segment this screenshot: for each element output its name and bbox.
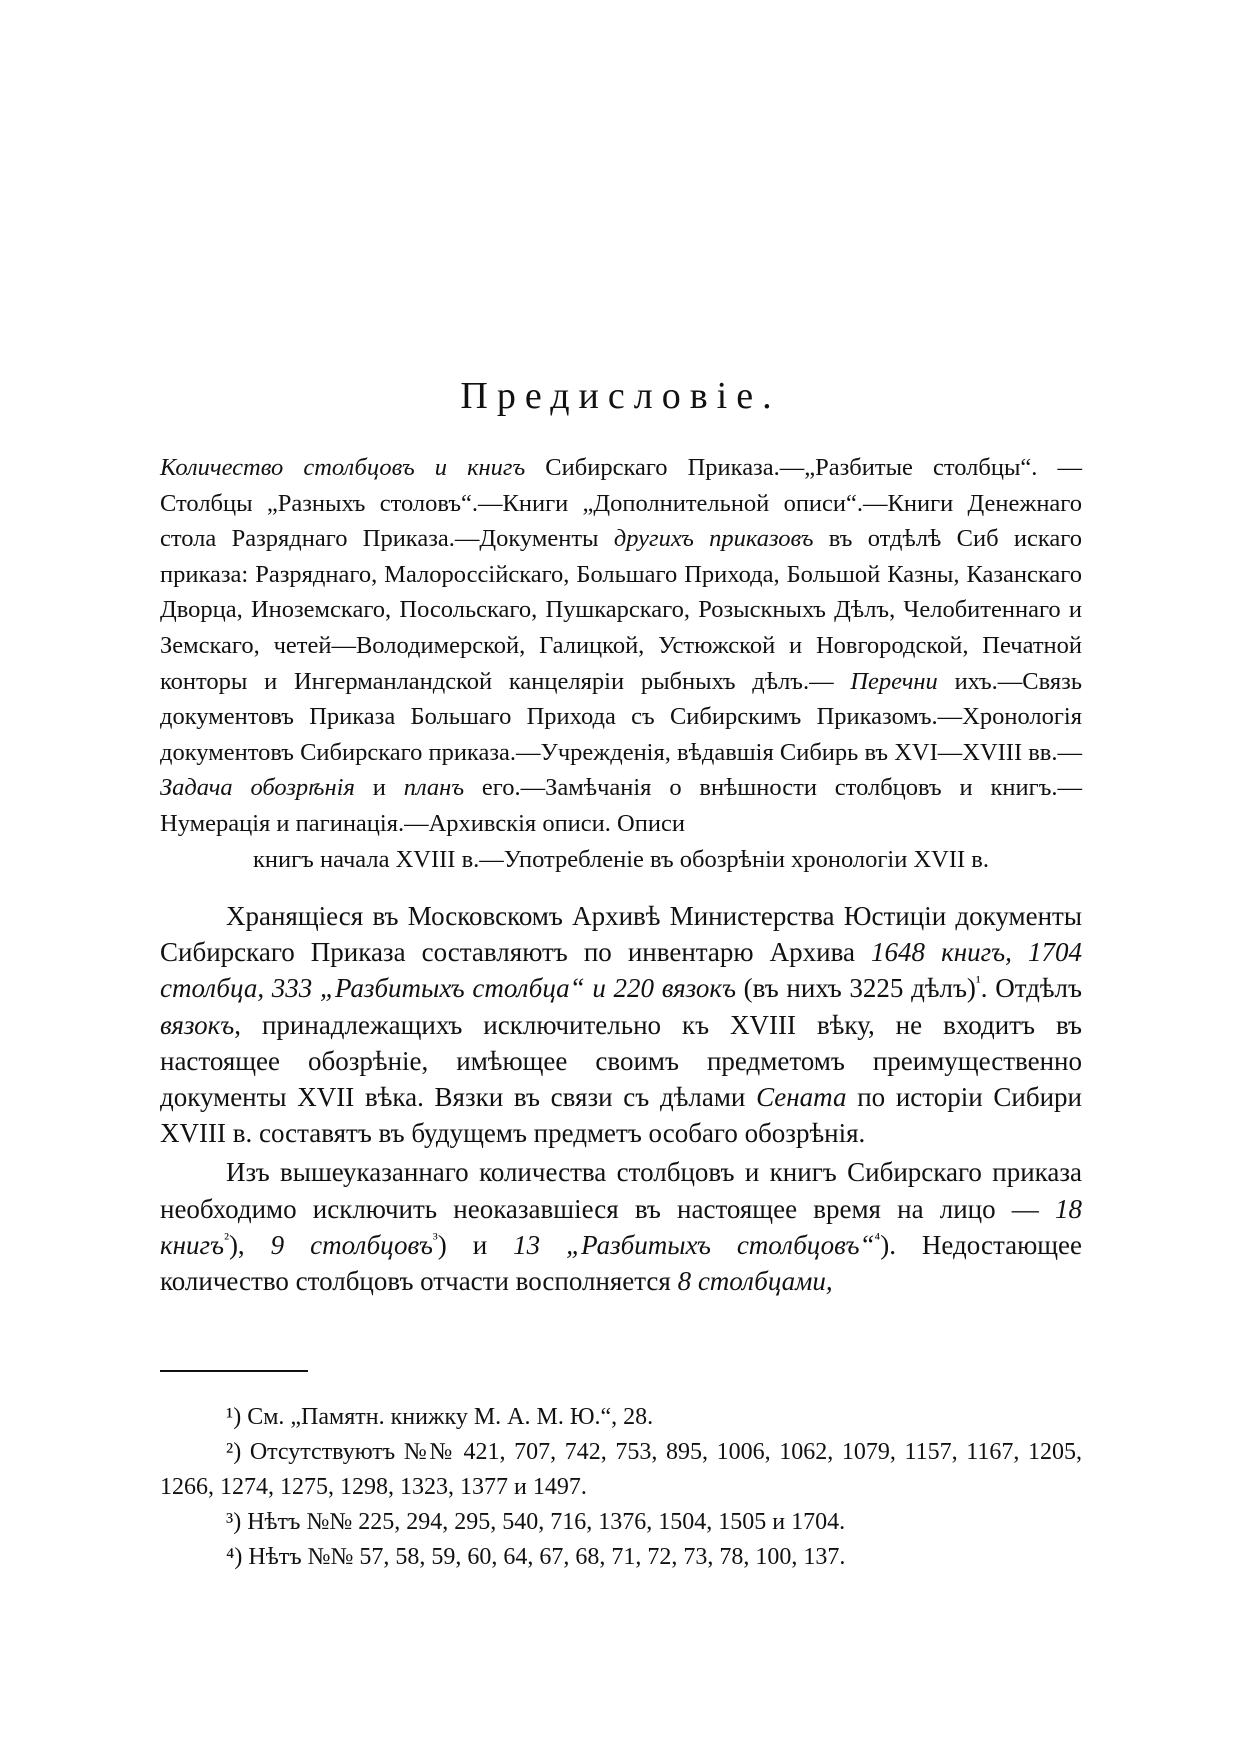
footnote-mark: ²) [226, 1439, 242, 1465]
summary-text: ихъ.—Связь документовъ Приказа Большаго Прихода съ Сибирскимъ Приказомъ.—Хронологія документовъ Сибирскаго приказа.—Учрежденія, вѣдавшія Сибирь въ XVI—XVIII вв.— [160, 667, 1082, 766]
summary-text: въ отдѣлѣ Сиб искаго приказа: Разряднаго, Малороссійскаго, Большаго Прихода, Большой Казны, Казанскаго Дворца, Иноземскаго, Посольскаго, Пушкарскаго, Розыскныхъ Дѣлъ, Челобитеннаго и Земскаго, четей—Володимерской, Галицкой, Устюжской и Новгородской, Печатной конторы и Ингерманландской канцеляріи рыбныхъ дѣлъ.— [160, 525, 1082, 695]
italic-run: 1648 книгъ, 1704 столбца, 333 „Разбитыхъ столбца“ и 220 вязокъ [160, 937, 1082, 1004]
footnote-ref: ¹ [975, 973, 981, 992]
footnote [160, 1505, 1082, 1540]
italic-run: 8 столбцами, [677, 1266, 833, 1297]
italic-run: 9 столбцовъ [270, 1229, 433, 1260]
italic-run: вязокъ [160, 1009, 235, 1040]
footnote [160, 1435, 1082, 1505]
footnote-mark: ⁴) [226, 1544, 243, 1570]
summary-text: его.—Замѣчанія о внѣшности столбцовъ и книгъ.—Нумерація и пагинація.—Архивскія описи. Описи [160, 774, 1082, 837]
summary-italic: Задача обозрѣнія [160, 774, 355, 802]
paragraph [160, 898, 1082, 1151]
summary-text: Сибирскаго Приказа.—„Разбитые столбцы“. — Столбцы „Разныхъ столовъ“.—Книги „Дополнительной описи“.—Книги Денежнаго стола Разряднаго Приказа.—Документы [160, 454, 1082, 553]
footnote-text: Отсутствуютъ №№ 421, 707, 742, 753, 895, 1006, 1062, 1079, 1157, 1167, 1205, 1266, 1274, 1275, 1298, 1323, 1377 и 1497. [160, 1439, 1082, 1500]
footnote-ref: ² [224, 1229, 229, 1248]
footnote-mark: ¹) [226, 1404, 242, 1430]
footnote-text: Нѣтъ №№ 225, 294, 295, 540, 716, 1376, 1504, 1505 и 1704. [241, 1509, 846, 1535]
text-run: ) и [437, 1229, 514, 1260]
footnote-ref: ⁴ [874, 1229, 881, 1248]
paragraph [160, 1154, 1082, 1299]
summary-italic: другихъ приказовъ [613, 525, 814, 553]
footnote [160, 1400, 1082, 1435]
summary-italic: Количество столбцовъ и книгъ [160, 454, 526, 481]
summary-text: и [354, 774, 404, 802]
footnote [160, 1540, 1082, 1575]
footnote-ref: ³ [432, 1229, 438, 1248]
summary-italic: планъ [403, 774, 465, 802]
italic-run: 18 книгъ [160, 1193, 1082, 1260]
summary-last-line: книгъ начала XVIII в.—Употребленіе въ обозрѣніи хронологіи XVII в. [252, 845, 989, 873]
footnote-divider [160, 1370, 308, 1372]
footnotes [160, 1400, 1082, 1575]
text-run: (въ нихъ 3225 дѣлъ) [735, 973, 976, 1004]
italic-run: 13 „Разбитыхъ столбцовъ“ [513, 1229, 875, 1260]
text-run: Изъ вышеуказаннаго количества столбцовъ и книгъ Сибирскаго приказа необходимо исключить неоказавшіеся въ настоящее время на лицо — [160, 1157, 1082, 1224]
text-run: по исторіи Сибири XVIII в. составятъ въ будущемъ предметъ особаго обозрѣнія. [160, 1082, 1082, 1149]
text-run: , принадлежащихъ исключительно къ XVIII вѣку, не входитъ въ настоящее обозрѣніе, имѣющее своимъ предметомъ преимущественно документы XVII вѣка. Вязки въ связи съ дѣлами [160, 1009, 1082, 1113]
text-run: . Отдѣлъ [980, 973, 1082, 1004]
footnote-text: См. „Памятн. книжку М. А. М. Ю.“, 28. [241, 1404, 654, 1430]
text-run: ), [228, 1229, 271, 1260]
italic-run: Сената [756, 1082, 847, 1113]
footnote-text: Нѣтъ №№ 57, 58, 59, 60, 64, 67, 68, 71, 72, 73, 78, 100, 137. [242, 1544, 846, 1570]
text-run: ). Недостающее количество столбцовъ отчасти восполняется [160, 1229, 1082, 1297]
text-run: Хранящіеся въ Московскомъ Архивѣ Министерства Юстиціи документы Сибирскаго Приказа составляютъ по инвентарю Архива [160, 901, 1082, 968]
main-text [160, 898, 1082, 1299]
footnote-mark: ³) [226, 1509, 242, 1535]
chapter-summary [160, 450, 1082, 877]
page-title: Предисловіе. [460, 375, 781, 417]
summary-italic: Перечни [850, 667, 938, 695]
